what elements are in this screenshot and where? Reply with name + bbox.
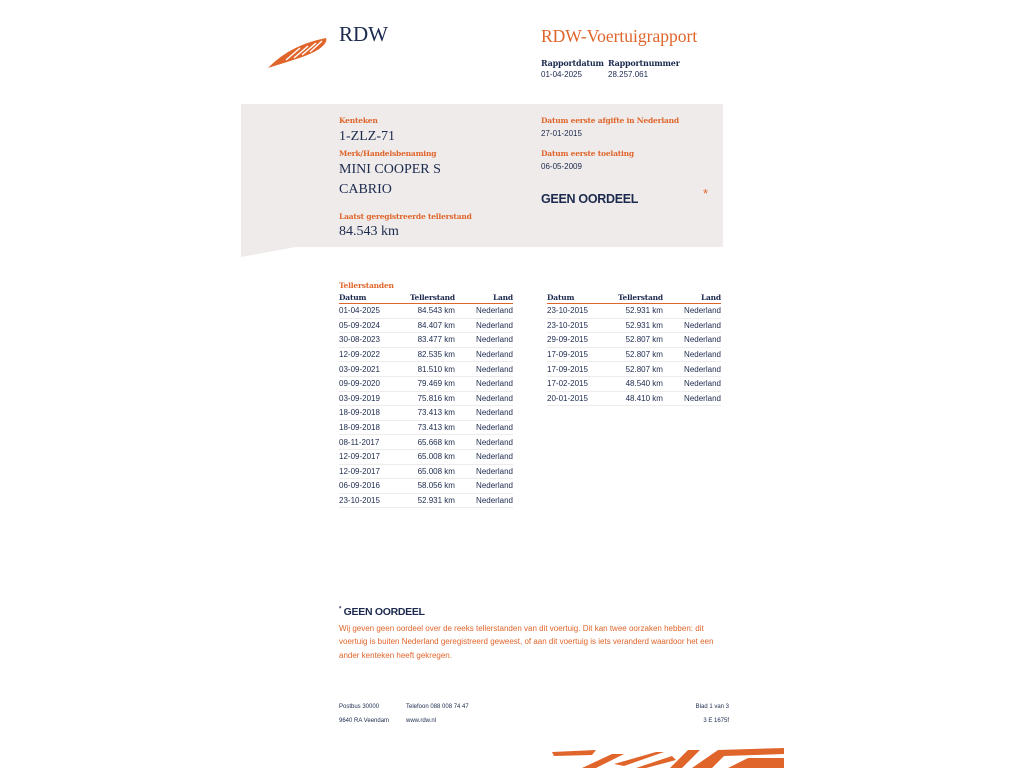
reading-date: 08-11-2017 [339,435,410,450]
readings-table-left [339,293,513,508]
reading-country: Nederland [455,406,513,421]
footnote-title-text: GEEN OORDEEL [343,606,425,618]
table-row [339,391,513,406]
table-row [547,304,721,319]
footer-postbus: Postbus 30000 [339,704,380,710]
reading-country: Nederland [455,435,513,450]
reading-odometer: 52.807 km [618,362,663,377]
reading-country: Nederland [455,391,513,406]
reading-odometer: 73.413 km [410,406,455,421]
reading-country: Nederland [455,479,513,494]
reading-odometer: 82.535 km [410,347,455,362]
table-row [339,362,513,377]
table-row [547,318,721,333]
footer-address: 9640 RA Veendam [339,718,390,724]
reading-country: Nederland [663,347,721,362]
reading-country: Nederland [455,333,513,348]
footnote-text: Wij geven geen oordeel over de reeks tellerstanden van dit voertuig. Dit kan twee oorzaken hebben: dit voertuig is buiten Nederland geregistreerd geweest, of aan dit voertuig is iets veranderd waardoor het een ander kenteken heeft gekregen. [339,624,714,660]
reading-date: 06-09-2016 [339,479,410,494]
report-number-label: Rapportnummer [608,58,680,68]
brand-name: RDW [339,22,388,46]
reading-date: 23-10-2015 [339,493,410,508]
footnote-title [339,606,425,618]
reading-odometer: 65.008 km [410,449,455,464]
plate-value: 1-ZLZ-71 [339,129,395,144]
reading-odometer: 52.931 km [618,304,663,319]
reading-odometer: 52.931 km [410,493,455,508]
reading-odometer: 81.510 km [410,362,455,377]
reading-country: Nederland [663,376,721,391]
reading-country: Nederland [455,493,513,508]
reading-date: 12-09-2017 [339,449,410,464]
reading-date: 20-01-2015 [547,391,618,406]
first-admission-date: 06-05-2009 [541,162,582,171]
reading-country: Nederland [455,420,513,435]
reading-odometer: 73.413 km [410,420,455,435]
footer-page-number: Blad 1 van 3 [695,704,729,710]
table-row [547,362,721,377]
reading-date: 03-09-2019 [339,391,410,406]
reading-country: Nederland [455,304,513,319]
column-header-country: Land [455,293,513,304]
reading-odometer: 58.056 km [410,479,455,494]
reading-country: Nederland [455,376,513,391]
first-admission-label: Datum eerste toelating [541,149,634,158]
reading-odometer: 84.407 km [410,318,455,333]
reading-country: Nederland [455,318,513,333]
reading-date: 29-09-2015 [547,333,618,348]
reading-country: Nederland [663,318,721,333]
table-row [339,333,513,348]
column-header-country: Land [663,293,721,304]
reading-odometer: 52.931 km [618,318,663,333]
readings-table-right [547,293,721,406]
footer-website[interactable]: www.rdw.nl [406,718,437,724]
footer-phone: Telefoon 088 008 74 47 [406,704,469,710]
reading-date: 03-09-2021 [339,362,410,377]
table-row [339,449,513,464]
report-number: 28.257.061 [608,70,649,79]
verdict-label: GEEN OORDEEL [541,192,639,206]
footnote-marker: * [339,606,342,613]
reading-date: 05-09-2024 [339,318,410,333]
footer-document-code: 3 E 1675f [703,718,729,724]
table-row [339,464,513,479]
reading-country: Nederland [455,362,513,377]
reading-date: 09-09-2020 [339,376,410,391]
reading-date: 17-02-2015 [547,376,618,391]
first-nl-label: Datum eerste afgifte in Nederland [541,116,679,125]
report-date: 01-04-2025 [541,70,582,79]
footer-brand-graphic-icon [552,746,784,768]
plate-label: Kenteken [339,116,378,125]
reading-date: 17-09-2015 [547,347,618,362]
rdw-feather-logo-icon [266,34,330,70]
reading-country: Nederland [663,333,721,348]
reading-country: Nederland [663,304,721,319]
reading-country: Nederland [455,347,513,362]
reading-date: 12-09-2017 [339,464,410,479]
reading-odometer: 65.668 km [410,435,455,450]
table-row [547,391,721,406]
report-title: RDW-Voertuigrapport [541,26,698,46]
reading-odometer: 83.477 km [410,333,455,348]
table-row [339,493,513,508]
table-row [339,406,513,421]
reading-odometer: 79.469 km [410,376,455,391]
reading-date: 12-09-2022 [339,347,410,362]
reading-odometer: 52.807 km [618,333,663,348]
make-value-line1: MINI COOPER S [339,162,441,177]
reading-odometer: 84.543 km [410,304,455,319]
column-header-odometer: Tellerstand [410,293,455,302]
reading-date: 30-08-2023 [339,333,410,348]
reading-date: 17-09-2015 [547,362,618,377]
make-label: Merk/Handelsbenaming [339,149,437,158]
table-row [547,333,721,348]
reading-date: 18-09-2018 [339,420,410,435]
table-row [339,304,513,319]
table-row [547,347,721,362]
table-row [547,376,721,391]
odometer-label: Laatst geregistreerde tellerstand [339,212,472,221]
table-row [339,435,513,450]
first-nl-date: 27-01-2015 [541,129,582,138]
table-row [339,376,513,391]
reading-country: Nederland [455,464,513,479]
reading-date: 18-09-2018 [339,406,410,421]
reading-odometer: 48.410 km [618,391,663,406]
make-value-line2: CABRIO [339,182,392,197]
verdict-footnote-marker: * [703,186,709,201]
column-header-date: Datum [339,293,410,304]
reading-odometer: 75.816 km [410,391,455,406]
odometer-value: 84.543 km [339,224,399,239]
reading-odometer: 48.540 km [618,376,663,391]
reading-country: Nederland [663,362,721,377]
table-row [339,479,513,494]
reading-date: 01-04-2025 [339,304,410,319]
column-header-odometer: Tellerstand [618,293,663,302]
panel-corner-notch [241,246,301,257]
reading-odometer: 52.807 km [618,347,663,362]
reading-odometer: 65.008 km [410,464,455,479]
column-header-date: Datum [547,293,618,304]
report-date-label: Rapportdatum [541,58,604,68]
vehicle-summary-panel [241,104,723,247]
reading-date: 23-10-2015 [547,304,618,319]
readings-section-title: Tellerstanden [339,281,394,290]
reading-country: Nederland [455,449,513,464]
table-row [339,318,513,333]
table-row [339,420,513,435]
table-row [339,347,513,362]
reading-date: 23-10-2015 [547,318,618,333]
reading-country: Nederland [663,391,721,406]
